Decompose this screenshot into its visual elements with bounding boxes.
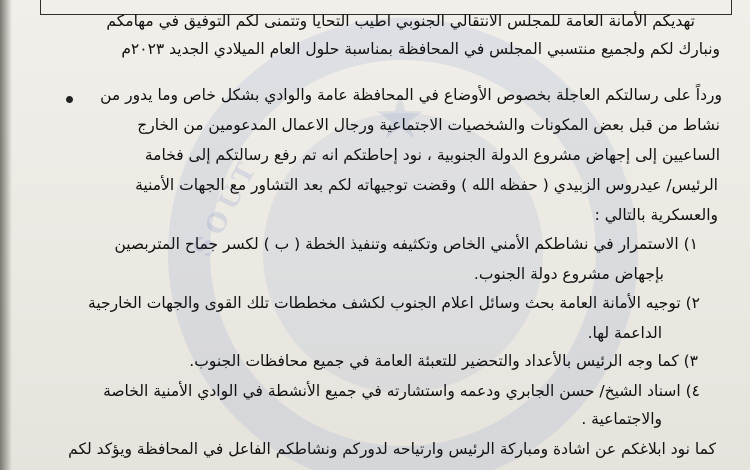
body-line-5: والعسكرية بالتالي : [594, 206, 718, 224]
closing-line-1: كما نود ابلاغكم عن اشادة ومباركة الرئيس وارتياحه لدوركم ونشاطكم الفاعل في المحافظة ويؤكد لكم [68, 440, 716, 458]
item-4-line-1: ٤) اسناد الشيخ/ حسن الجابري ودعمه واستشارته في جميع الأنشطة في الوادي الأمنية الخاصة [103, 382, 700, 400]
body-line-4: الرئيس/ عيدروس الزبيدي ( حفظه الله ) وقضت توجيهاته لكم بعد التشاور مع الجهات الأمنية [135, 176, 718, 194]
item-4-line-2: والاجتماعية . [581, 410, 662, 428]
item-2-line-2: الداعمة لها. [587, 324, 662, 342]
greeting-line-1: تهديكم الأمانة العامة للمجلس الانتقالي الجنوبي اطيب التحايا وتتمنى لكم التوفيق في مهامكم [106, 12, 695, 30]
watermark-lettering: SOUT [188, 153, 265, 263]
greeting-line-2: ونبارك لكم ولجميع منتسبي المجلس في المحافظة بمناسبة حلول العام الميلادي الجديد ٢٠٢٣م [121, 40, 720, 58]
body-line-2: نشاط من قبل بعض المكونات والشخصيات الاجتماعية ورجال الاعمال المدعومين من الخارج [137, 116, 720, 134]
page-shadow-edge [0, 0, 12, 470]
item-1-line-1: ١) الاستمرار في نشاطكم الأمني الخاص وتكثيفه وتنفيذ الخطة ( ب ) لكسر جماح المتربصين [114, 235, 698, 253]
watermark-star-icon: ★ [373, 83, 427, 153]
item-2-line-1: ٢) توجيه الأمانة العامة بحث وسائل اعلام الجنوب لكشف مخططات تلك القوى والجهات الخارجية [88, 294, 700, 312]
body-line-3: الساعيين إلى إجهاض مشروع الدولة الجنوبية ، نود إحاطتكم انه تم رفع رسالتكم إلى فخامة [144, 146, 720, 164]
paragraph-bullet [66, 96, 73, 103]
item-3-line-1: ٣) كما وجه الرئيس بالأعداد والتحضير للتعبئة العامة في جميع محافظات الجنوب. [189, 352, 698, 370]
body-line-1: ورداً على رسالتكم العاجلة بخصوص الأوضاع في المحافظة عامة والوادي بشكل خاص وما يدور من [100, 86, 722, 104]
item-1-line-2: بإجهاض مشروع دولة الجنوب. [473, 265, 664, 283]
